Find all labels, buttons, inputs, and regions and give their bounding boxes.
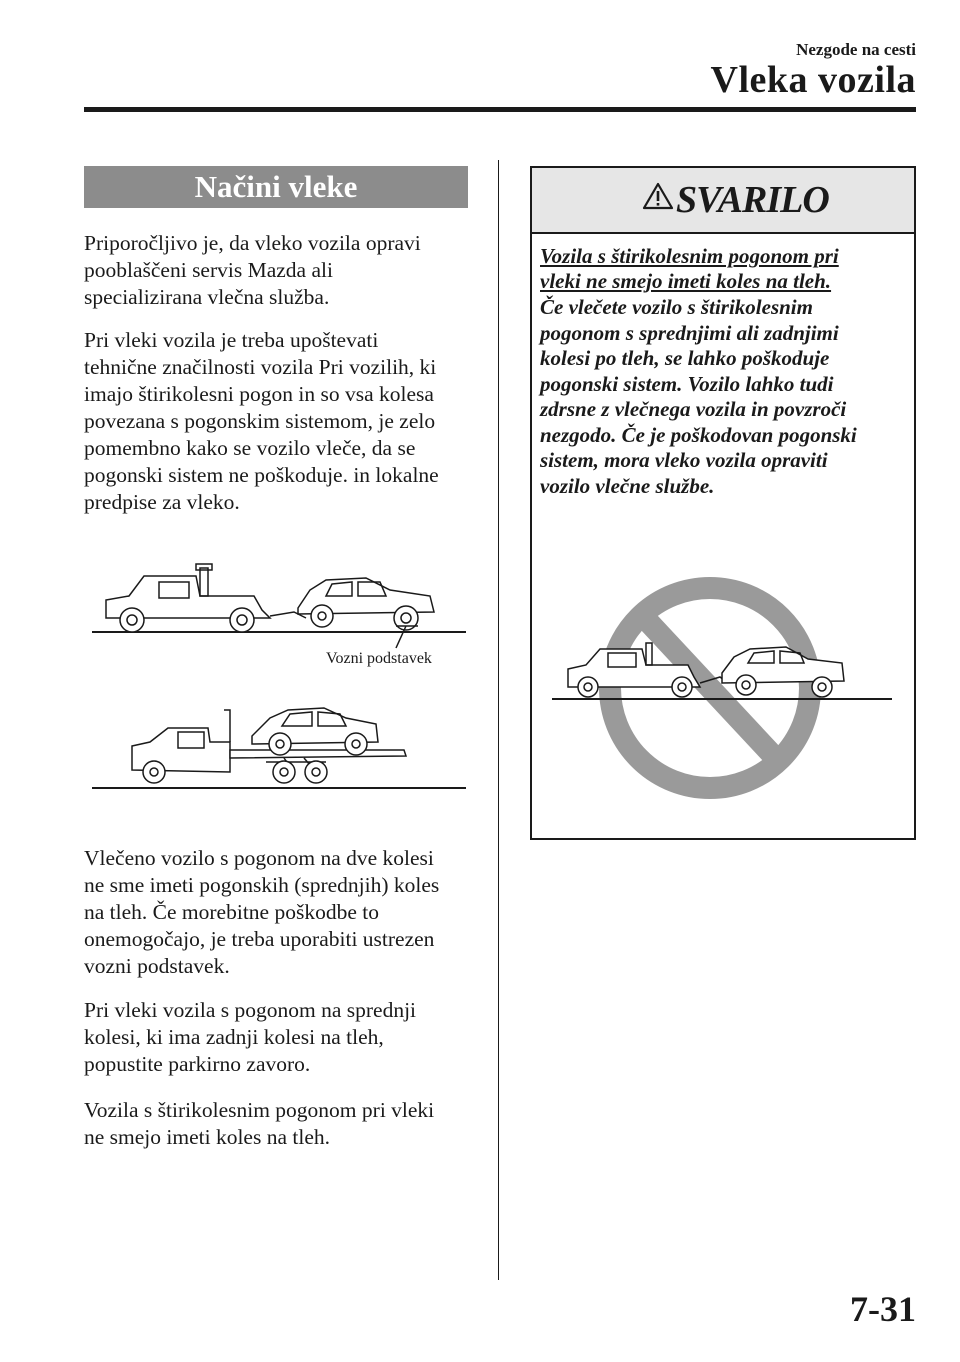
paragraph-recommendation: Priporočljivo je, da vleko vozila opravi pooblaščeni servis Mazda ali specializirana vlečna služba. — [84, 231, 421, 309]
paragraph-two-wheel-drive: Vlečeno vozilo s pogonom na dve kolesi ne sme imeti pogonskih (sprednjih) koles na tleh. Če morebitne poškodbe to onemogočajo, je treba uporabiti ustrezen vozni podstavek. — [84, 846, 440, 978]
page-number: 7-31 — [850, 1289, 916, 1329]
dolly-label: Vozni podstavek — [326, 650, 432, 667]
header-divider — [84, 107, 916, 112]
wheel-lift-tow-truck — [92, 564, 466, 648]
towing-methods-illustration — [84, 560, 484, 800]
section-title: Vleka vozila — [710, 59, 916, 101]
chapter-label: Nezgode na cesti — [796, 40, 916, 59]
warning-box — [530, 166, 916, 840]
warning-text: Če vlečete vozilo s štirikolesnim pogonom s sprednjimi ali zadnjimi kolesi po tleh, se lahko poškoduje pogonski sistem. Vozilo lahko tudi zdrsne z vlečnega vozila in povzroči nezgodo. Če je poškodovan pogonski sistem, mora vleko vozila opraviti vozilo vlečne službe. — [540, 295, 857, 498]
paragraph-front-wheel-drive: Pri vleki vozila s pogonom na sprednji kolesi, ki ima zadnji kolesi na tleh, popustite parkirno zavoro. — [84, 998, 417, 1076]
section-heading: Načini vleke — [84, 166, 468, 208]
paragraph-four-wheel-drive: Vozila s štirikolesnim pogonom pri vleki ne smejo imeti koles na tleh. — [84, 1098, 435, 1149]
paragraph-technical: Pri vleki vozila je treba upoštevati tehnične značilnosti vozila Pri vozilih, ki imajo štirikolesni pogon in so vsa kolesa povezana s pogonskim sistemom, je zelo pomembno kako se vozilo vleče, da se pogonski sistem ne poškoduje. in lokalne predpise za vleko. — [84, 328, 439, 514]
warning-subtitle: Vozila s štirikolesnim pogonom pri vleki ne smejo imeti koles na tleh. — [540, 244, 839, 293]
flatbed-tow-truck — [92, 708, 466, 788]
column-divider — [498, 160, 499, 1280]
warning-title: SVARILO — [676, 179, 829, 221]
warning-triangle-icon — [642, 182, 674, 210]
warning-header — [532, 168, 914, 234]
prohibited-towing-illustration — [542, 573, 902, 803]
